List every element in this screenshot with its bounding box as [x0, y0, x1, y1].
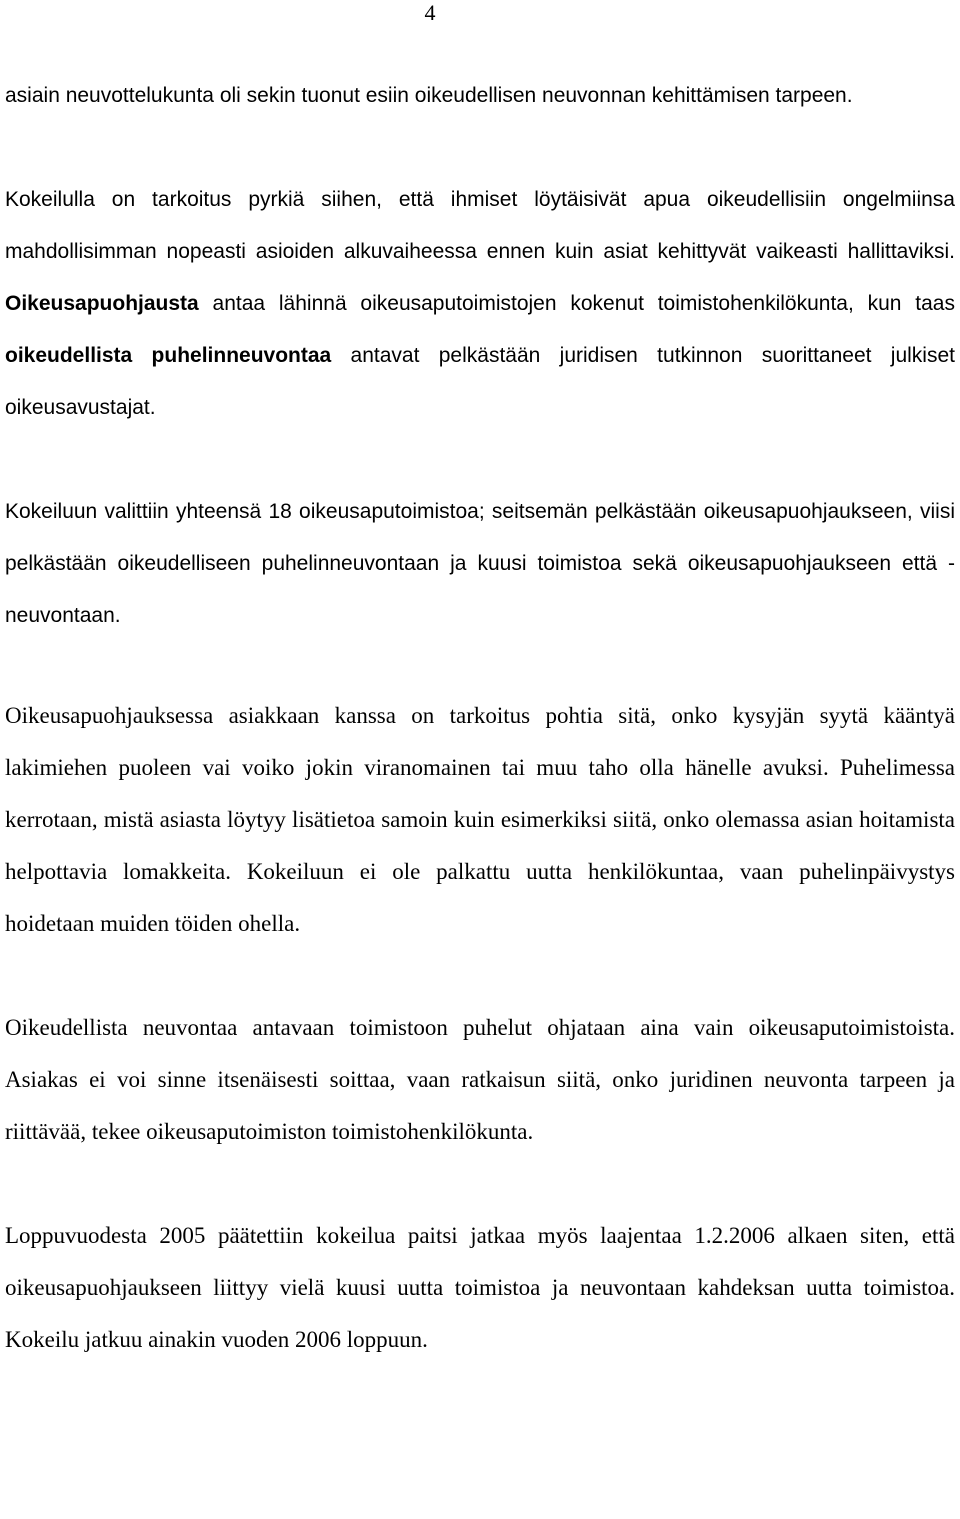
- paragraph-gap: [5, 642, 955, 690]
- paragraph-gap: [5, 434, 955, 486]
- paragraph-4: Oikeusapuohjauksessa asiakkaan kanssa on tarkoitus pohtia sitä, onko kysyjän syytä kääntyä lakimiehen puoleen vai voiko jokin viranomainen tai muu taho olla hänelle avuksi. Puhelimessa kerrotaan, mistä asiasta löytyy lisätietoa samoin kuin esimerkiksi siitä, onko olemassa asian hoitamista helpottavia lomakkeita. Kokeiluun ei ole palkattu uutta henkilökuntaa, vaan puhelinpäivystys hoidetaan muiden töiden ohella.: [5, 703, 955, 936]
- paragraph-1: asiain neuvottelukunta oli sekin tuonut esiin oikeudellisen neuvonnan kehittämisen tarpeen.: [5, 84, 853, 107]
- term-oikeusapuohjausta: Oikeusapuohjausta: [5, 292, 199, 315]
- paragraph-2-text-e: antavat pelkästään juridisen tutkinnon suorittaneet julkiset oikeusavustajat.: [5, 344, 955, 419]
- term-oikeudellista-puhelinneuvontaa: oikeudellista puhelinneuvontaa: [5, 344, 332, 367]
- paragraph-2: [5, 174, 955, 434]
- paragraph-6: Loppuvuodesta 2005 päätettiin kokeilua paitsi jatkaa myös laajentaa 1.2.2006 alkaen siten, että oikeusapuohjaukseen liittyy vielä kuusi uutta toimistoa ja neuvontaan kahdeksan uutta toimistoa. Kokeilu jatkuu ainakin vuoden 2006 loppuun.: [5, 1223, 955, 1352]
- paragraph-gap: [5, 950, 955, 1002]
- paragraph-2-text-a: Kokeilulla on tarkoitus pyrkiä siihen, että ihmiset löytäisivät apua oikeudellisiin ongelmiinsa mahdollisimman nopeasti asioiden alkuvaiheessa ennen kuin asiat kehittyvät vaikeasti hallittaviksi.: [5, 188, 955, 263]
- paragraph-gap: [5, 122, 955, 174]
- document-body: [5, 70, 955, 1366]
- paragraph-3: Kokeiluun valittiin yhteensä 18 oikeusaputoimistoa; seitsemän pelkästään oikeusapuohjaukseen, viisi pelkästään oikeudelliseen puhelinneuvontaan ja kuusi toimistoa sekä oikeusapuohjaukseen että -neuvontaan.: [5, 500, 955, 627]
- paragraph-5: Oikeudellista neuvontaa antavaan toimistoon puhelut ohjataan aina vain oikeusaputoimistoista. Asiakas ei voi sinne itsenäisesti soittaa, vaan ratkaisun siitä, onko juridinen neuvonta tarpeen ja riittävää, tekee oikeusaputoimiston toimistohenkilökunta.: [5, 1015, 955, 1144]
- paragraph-gap: [5, 1158, 955, 1210]
- page-number: 4: [424, 0, 436, 25]
- paragraph-2-text-c: antaa lähinnä oikeusaputoimistojen kokenut toimistohenkilökunta, kun taas: [198, 292, 955, 315]
